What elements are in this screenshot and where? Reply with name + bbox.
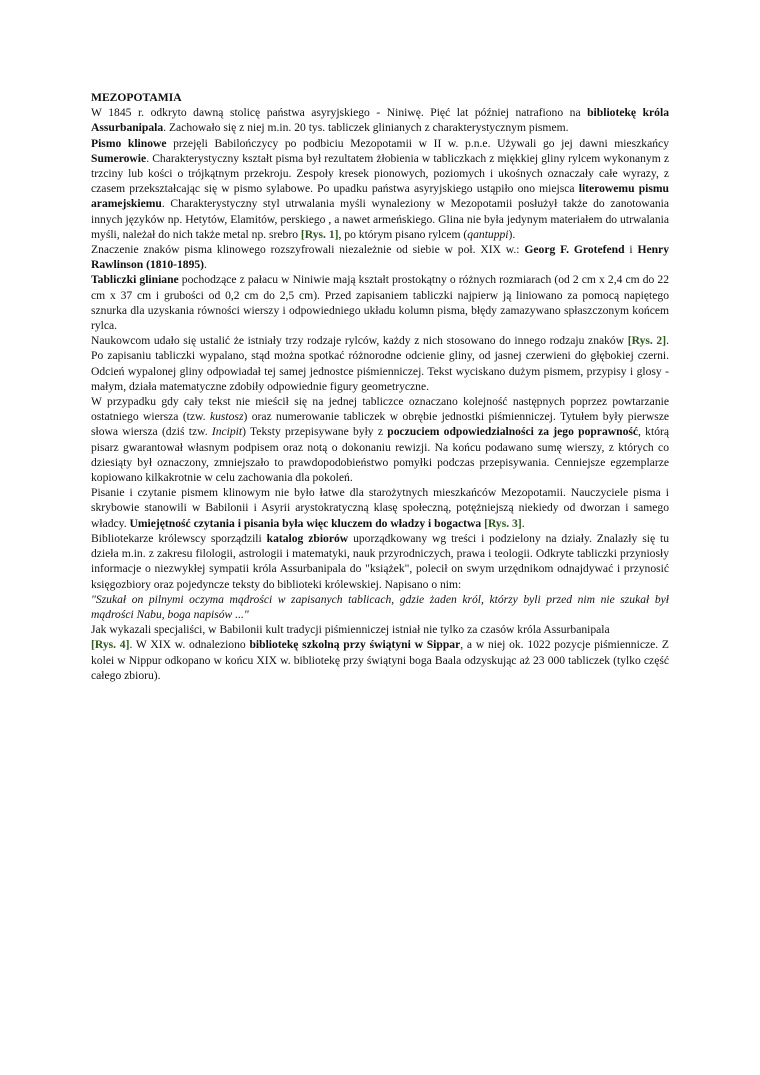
paragraph-copying	[91, 394, 669, 485]
emphasis-sippar-library: bibliotekę szkolną przy świątyni w Sippar	[249, 638, 461, 652]
figure-ref-link-1[interactable]: [Rys. 1]	[300, 227, 339, 241]
figure-ref-link-2[interactable]: [Rys. 2]	[627, 334, 667, 348]
term-kustosz: kustosz	[209, 410, 244, 424]
figure-ref-link-3[interactable]: [Rys. 3]	[484, 516, 522, 530]
emphasis-sumerians: Sumerowie	[91, 151, 147, 165]
text-run: .	[521, 516, 525, 530]
text-run: Pisanie i czytanie pismem klinowym nie było łatwe dla starożytnych mieszkańców Mezopotamii. Nauczyciele pisma i skrybowie stanowili w Babilonii i Asyrii arystokratyczną klasę społeczną, potężniejszą niekiedy od dworzan i samego władcy.	[91, 486, 669, 530]
document-title: MEZOPOTAMIA	[91, 91, 182, 104]
text-run: . Zachowało się z niej m.in. 20 tys. tabliczek glinianych z charakterystycznym pismem.	[163, 121, 569, 135]
text-run: W przypadku gdy cały tekst nie mieścił się na jednej tabliczce oznaczano kolejność następnych poprzez powtarzanie ostatniego wiersza (tzw.	[91, 395, 669, 424]
text-run: , którą pisarz gwarantował własnym podpisem oraz notą o dokonaniu rewizji. Na końcu podawano sumę wierszy, z których co dziesiąty był oznaczony, zmniejszało to prawdopodobieństwo pomyłki podczas przepisywania. Cenniejsze egzemplarze kopiowano kilkakrotnie w celu zachowania dla pokoleń.	[91, 425, 669, 485]
emphasis-library: bibliotekę króla Assurbanipala	[91, 106, 669, 135]
text-run: . Po zapisaniu tabliczki wypalano, stąd można spotkać różnorodne odcienie gliny, od jasnej czerwieni do głębokiej czerni. Odcień wypalonej gliny odpowiadał tej samej jednostce piśmienniczej. Tekst wyciskano dużym pismem, przypisy i glosy - małym, działa matematyczne zdobiły odpowiednie figury geometryczne.	[91, 334, 669, 393]
term-incipit: Incipit	[211, 425, 243, 439]
term-qantuppi: qantuppi	[467, 227, 509, 241]
text-run: ).	[508, 227, 516, 241]
name-grotefend: Georg F. Grotefend	[524, 243, 625, 257]
text-run: , a w niej ok. 1022 pozycje piśmiennicze. Z kolei w Nippur odkopano w końcu XIX w. bibliotekę przy świątyni boga Baala odzyskując aż 23 000 tabliczek (tylko część całego zbioru).	[91, 638, 670, 682]
text-run: ) oraz numerowanie tabliczek w obrębie jednostki piśmienniczej. Tytułem były pierwsze słowa wiersza (dziś tzw.	[91, 410, 670, 439]
paragraph-scribes	[91, 485, 669, 531]
text-run: . Charakterystyczny kształt pisma był rezultatem żłobienia w tabliczkach z miękkiej gliny rylcem wykonanym z trzciny lub kości o trójkątnym przekroju. Zespoły kresek pionowych, poziomych i ukośnych oznaczały całe wyrazy, z czasem przekształcając się w pismo sylabowe. Po upadku państwa asyryjskiego ustąpiło ono miejsca	[91, 151, 669, 196]
text-run: . W XIX w. odnaleziono	[129, 638, 250, 652]
paragraph-discovery	[91, 105, 669, 135]
paragraph-decipherment	[91, 242, 669, 272]
text-run: .	[204, 258, 207, 272]
document-body	[91, 90, 669, 683]
text-run: Znaczenie znaków pisma klinowego rozszyfrowali niezależnie od siebie w poł. XIX w.:	[91, 243, 525, 257]
text-run: Naukowcom udało się ustalić że istniały trzy rodzaje rylców, każdy z nich stosowano do innego rodzaju znaków	[91, 334, 628, 348]
text-run: . Charakterystyczny styl utrwalania myśli wynaleziony w Mezopotamii posłużył także do zanotowania innych języków np. Hetytów, Elamitów, perskiego , a nawet armeńskiego. Glina nie była jedynym materiałem do utrwalania myśli, należał do nich także metal np. srebro	[91, 197, 669, 241]
text-run: uporządkowany wg treści i podzielony na działy. Znalazły się tu dzieła m.in. z zakresu filologii, astrologii i matematyki, nauk przyrodniczych, prawa i teologii. Odkryte tabliczki przyniosły informacje o niezwykłej sympatii króla Assurbanipala do "książek", polecił on swym urzędnikom odnajdywać i przynosić księgozbiory oraz pojedyncze teksty do biblioteki królewskiej. Napisano o nim:	[91, 531, 669, 591]
text-run: W 1845 r. odkryto dawną stolicę państwa asyryjskiego - Niniwę. Pięć lat później natrafiono na	[91, 106, 588, 120]
figure-ref-link-4[interactable]: [Rys. 4]	[91, 638, 130, 652]
paragraph-sippar	[91, 637, 669, 683]
text-run: Jak wykazali specjaliści, w Babilonii kult tradycji piśmienniczej istniał nie tylko za czasów króla Assurbanipala	[91, 623, 610, 637]
text-run: Bibliotekarze królewscy sporządzili	[91, 531, 267, 545]
paragraph-cuneiform	[91, 136, 669, 242]
quote-assurbanipal: "Szukał on pilnymi oczyma mądrości w zapisanych tablicach, gdzie żaden król, którzy byli przed nim nie szukał był mądrości Nabu, boga napisów ..."	[91, 592, 669, 621]
text-run: , po którym pisano rylcem (	[338, 227, 468, 241]
emphasis-responsibility: poczuciem odpowiedzialności za jego poprawność	[387, 425, 639, 439]
emphasis-aramaic: literowemu pismu aramejskiemu	[91, 182, 669, 211]
text-run: przejęli Babilończycy po podbiciu Mezopotamii w II w. p.n.e. Używali go jej dawni mieszkańcy	[166, 136, 669, 150]
paragraph-tablets	[91, 272, 669, 333]
text-run: i	[624, 243, 638, 257]
text-run: pochodzące z pałacu w Niniwie mają kształt prostokątny o różnych rozmiarach (od 2 cm x 2,4 cm do 22 cm x 37 cm i grubości od 0,2 cm do 2,5 cm). Przed zapisaniem tabliczki najpierw ją liniowano za pomocą napiętego sznurka dla uzyskania równości wierszy i odpowiedniego układu kolumn pisma, błędy zamazywano spłaszczonym końcem rylca.	[91, 273, 669, 333]
paragraph-catalog	[91, 531, 669, 592]
emphasis-tablets: Tabliczki gliniane	[91, 273, 179, 287]
paragraph-styluses	[91, 333, 669, 394]
emphasis-catalog: katalog zbiorów	[266, 531, 349, 545]
emphasis-cuneiform: Pismo klinowe	[91, 136, 167, 150]
emphasis-literacy-power: Umiejętność czytania i pisania była więc kluczem do władzy i bogactwa	[129, 516, 482, 530]
name-rawlinson: Henry Rawlinson (1810-1895)	[91, 243, 669, 272]
text-run: ) Teksty przepisywane były z	[242, 425, 388, 439]
paragraph-tradition	[91, 622, 669, 637]
